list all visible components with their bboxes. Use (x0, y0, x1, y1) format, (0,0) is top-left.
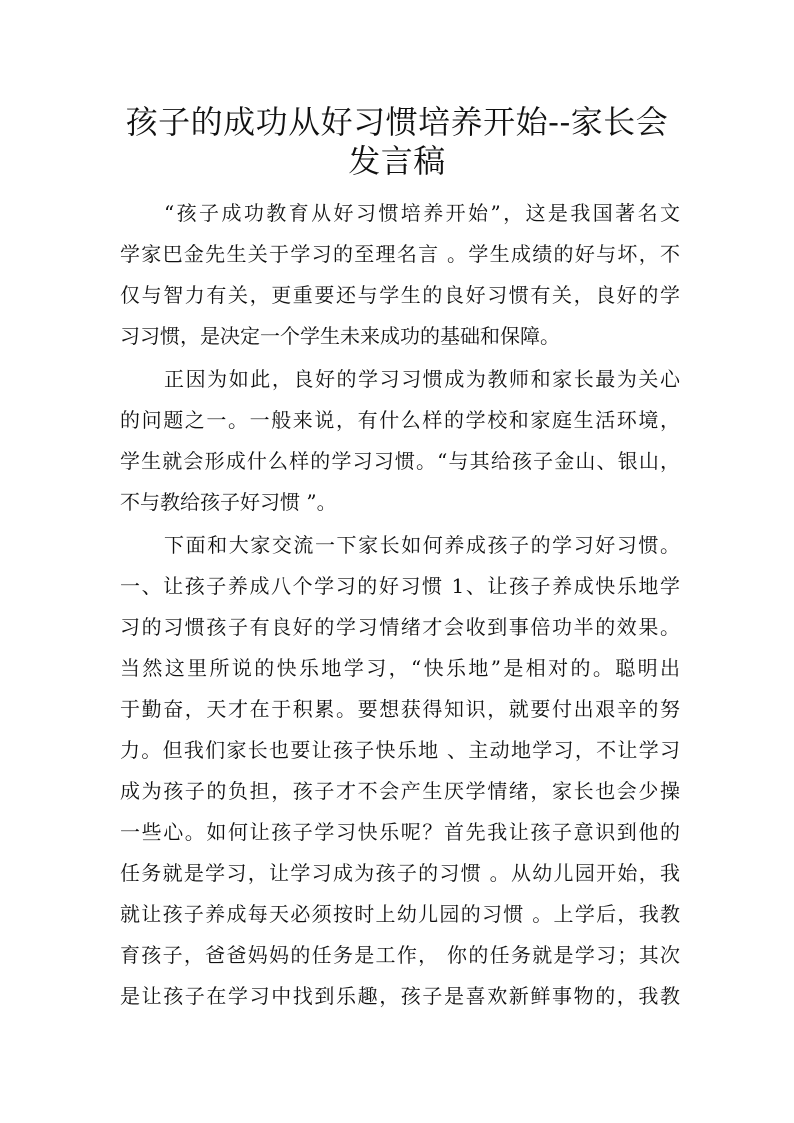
paragraph-1-line-1: “孩子成功教育从好习惯培养开始”，这是我国著名文 (164, 201, 680, 225)
paragraph-2-line-1: 正因为如此，良好的学习习惯成为教师和家长最为关心 (164, 367, 680, 391)
paragraph-1-line-2: 学家巴金先生关于学习的至理名言 。学生成绩的好与坏，不 (120, 242, 680, 266)
paragraph-1-line-4: 习习惯，是决定一个学生未来成功的基础和保障。 (120, 324, 560, 348)
paragraph-3-line-3: 习的习惯孩子有良好的学习情绪才会收到事倍功半的效果。 (120, 615, 680, 639)
paragraph-3-line-12: 是让孩子在学习中找到乐趣，孩子是喜欢新鲜事物的，我教 (120, 984, 680, 1008)
paragraph-3-line-10: 就让孩子养成每天必须按时上幼儿园的习惯 。上学后，我教 (120, 902, 680, 926)
paragraph-3-line-2: 一、让孩子养成八个学习的好习惯 1、让孩子养成快乐地学 (120, 574, 680, 598)
paragraph-3-line-11: 育孩子，爸爸妈妈的任务是工作， 你的任务就是学习；其次 (120, 943, 680, 967)
paragraph-3-line-1: 下面和大家交流一下家长如何养成孩子的学习好习惯。 (164, 533, 680, 557)
paragraph-3-line-7: 成为孩子的负担，孩子才不会产生厌学情绪，家长也会少操 (120, 779, 680, 803)
paragraph-2-line-3: 学生就会形成什么样的学习习惯。“与其给孩子金山、银山， (120, 449, 680, 473)
paragraph-1-line-3: 仅与智力有关，更重要还与学生的良好习惯有关，良好的学 (120, 283, 680, 307)
paragraph-2-line-4: 不与教给孩子好习惯 ”。 (120, 490, 337, 514)
paragraph-2-line-2: 的问题之一。一般来说，有什么样的学校和家庭生活环境， (120, 408, 680, 432)
paragraph-3-line-9: 任务就是学习，让学习成为孩子的习惯 。从幼儿园开始，我 (120, 861, 680, 885)
document-title-line-1: 孩子的成功从好习惯培养开始--家长会 (125, 103, 669, 141)
paragraph-3-line-4: 当然这里所说的快乐地学习，“快乐地”是相对的。聪明出 (120, 656, 680, 680)
paragraph-3-line-8: 一些心。如何让孩子学习快乐呢？首先我让孩子意识到他的 (120, 820, 680, 844)
document-title-line-2: 发言稿 (348, 142, 446, 180)
paragraph-3-line-6: 力。但我们家长也要让孩子快乐地 、主动地学习，不让学习 (120, 738, 680, 762)
paragraph-3-line-5: 于勤奋，天才在于积累。要想获得知识，就要付出艰辛的努 (120, 697, 680, 721)
